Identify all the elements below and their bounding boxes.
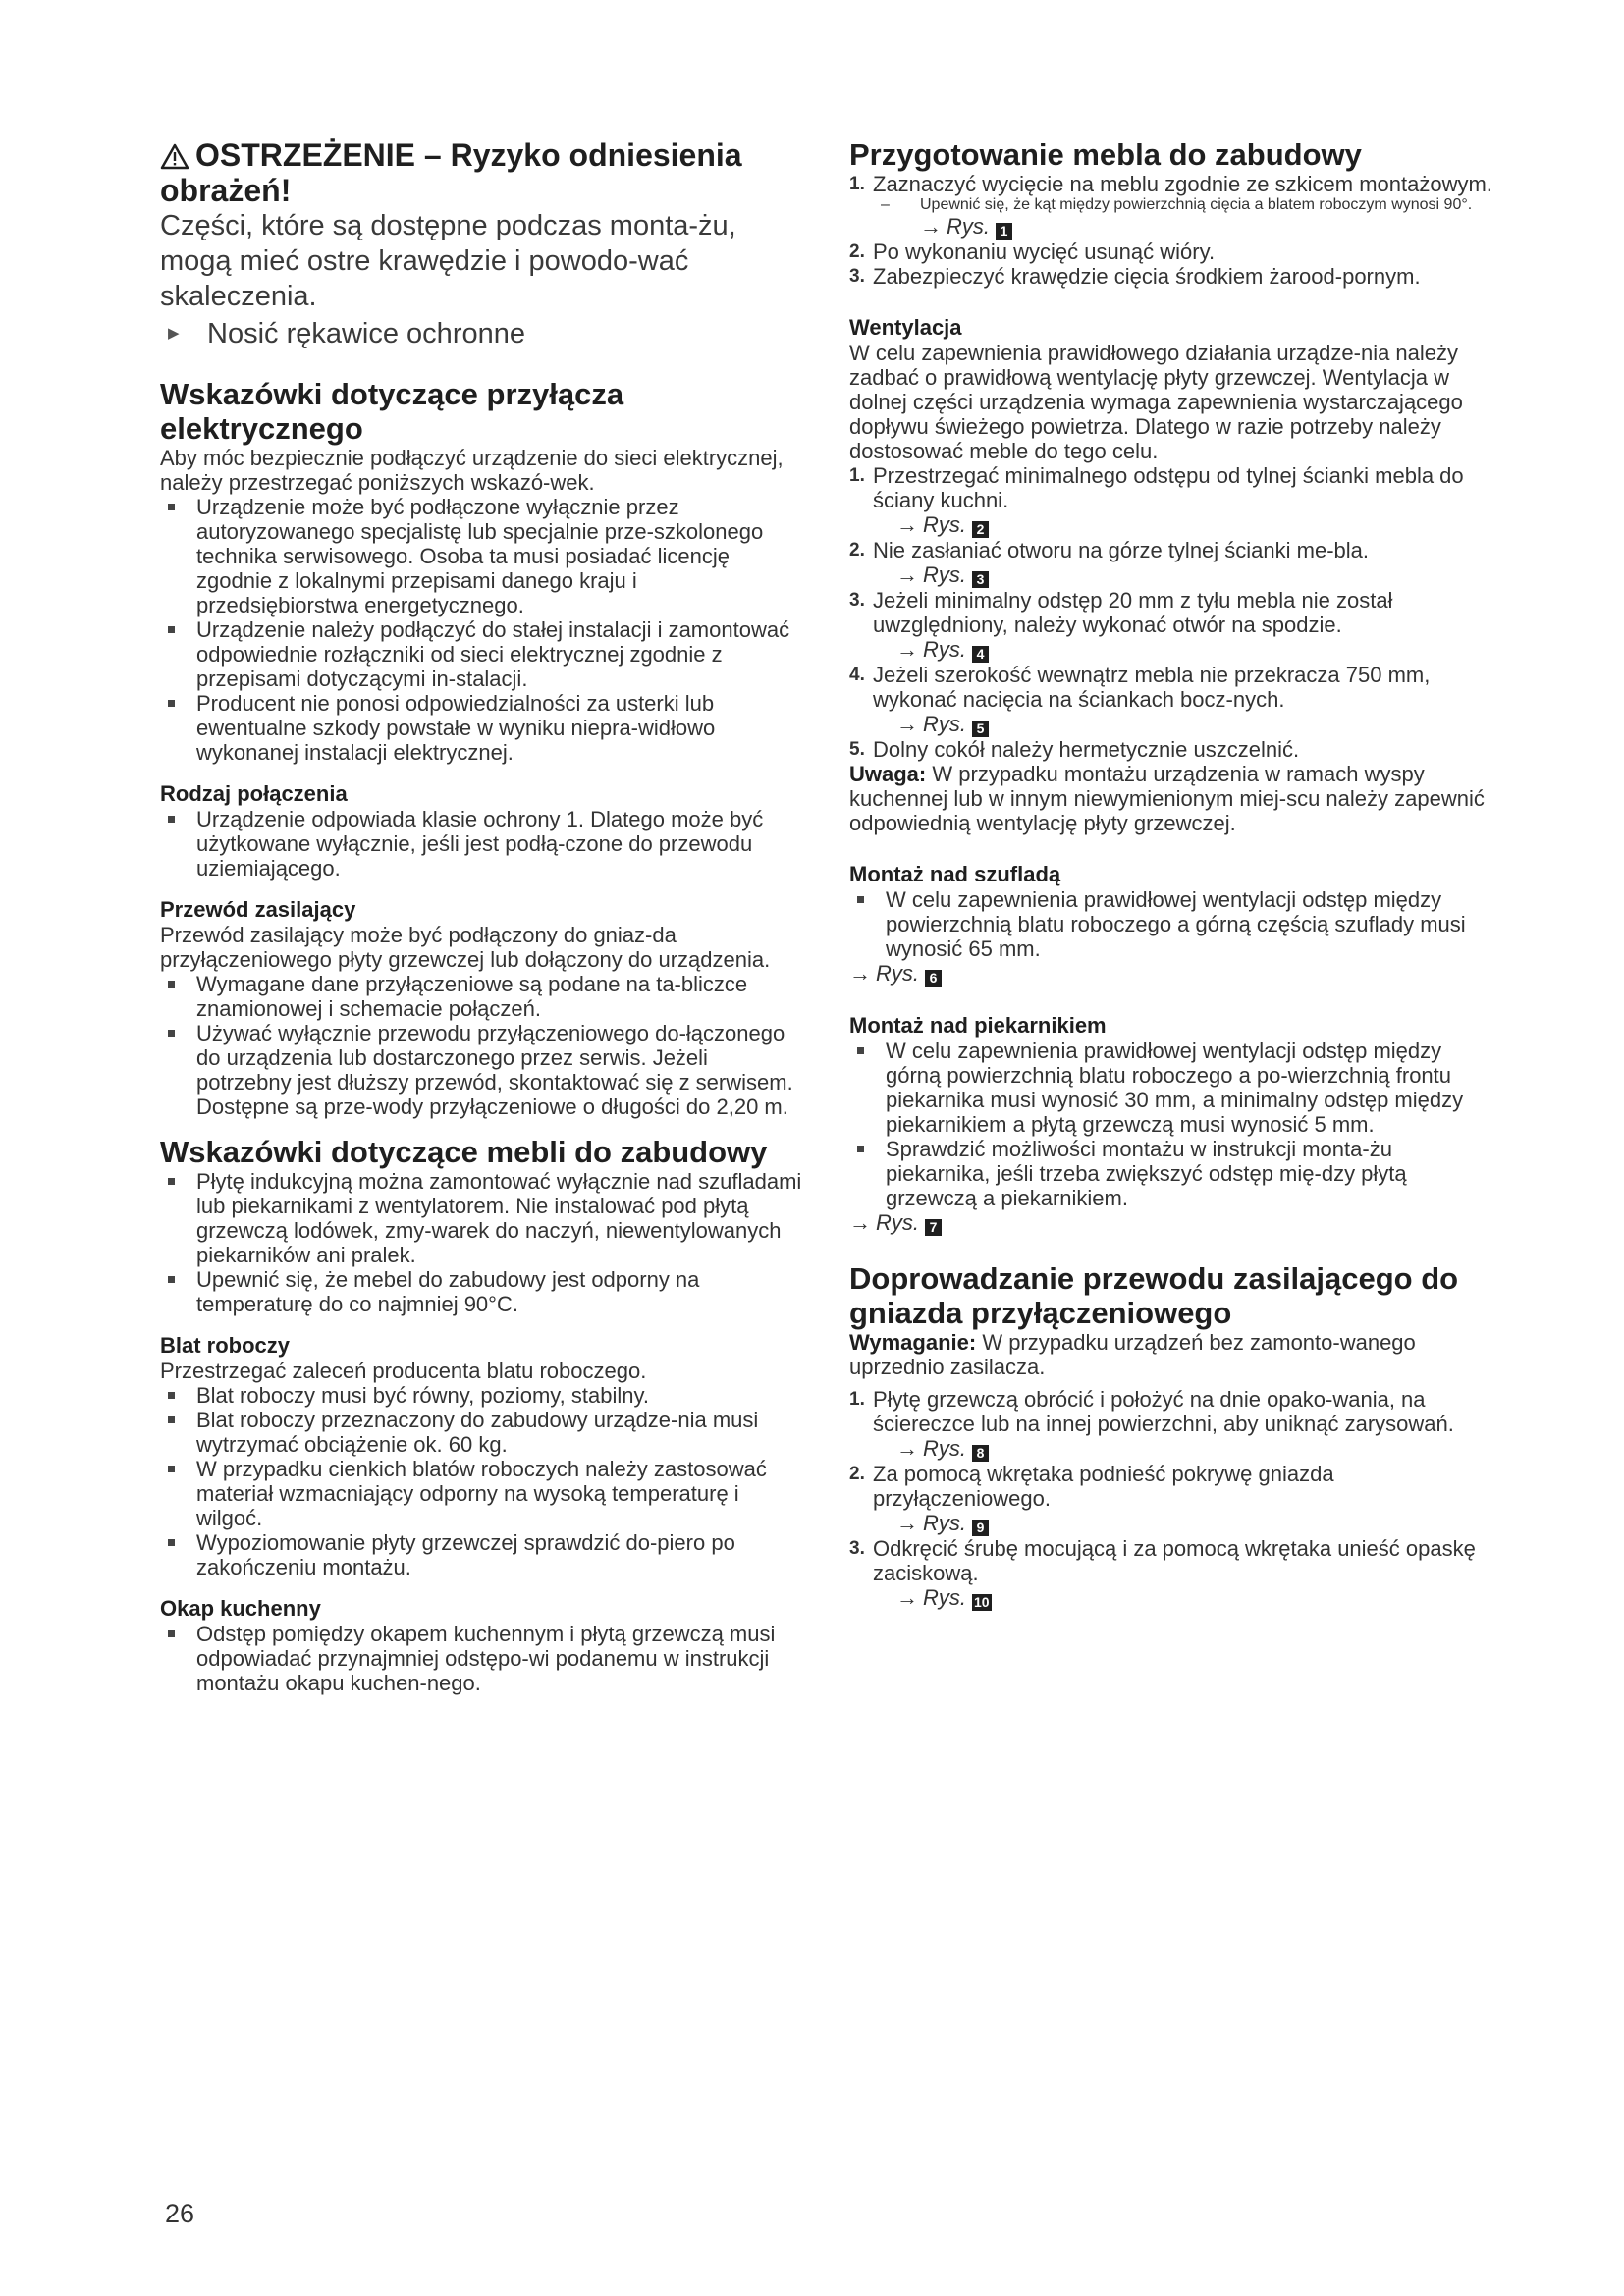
list-item: Urządzenie należy podłączyć do stałej instalacji i zamontować odpowiednie rozłączniki od sieci elektrycznej zgodnie z przepisami dotyczącymi in-stalacji.: [160, 617, 803, 691]
electrical-heading: Wskazówki dotyczące przyłącza elektrycznego: [160, 377, 624, 446]
power-cord-list: [160, 972, 803, 1119]
list-item: Wymagane dane przyłączeniowe są podane na ta-bliczce znamionowej i schemacie połączeń.: [160, 972, 803, 1021]
sub-item-text: Upewnić się, że kąt między powierzchnią cięcia a blatem roboczym wynosi 90°.: [920, 196, 1473, 213]
arrow-right-icon: →: [896, 562, 918, 587]
figure-number: 9: [972, 1520, 989, 1536]
oven-list: [849, 1039, 1492, 1210]
requirement-text: W przypadku urządzeń bez zamonto-wanego uprzednio zasilacza.: [849, 1330, 1416, 1379]
right-column: [849, 137, 1492, 1611]
figure-reference: → Rys. 4: [849, 637, 1492, 663]
figure-number: 3: [972, 571, 989, 588]
step-item: 3. Odkręcić śrubę mocującą i za pomocą wkrętaka unieść opaskę zaciskową.: [849, 1536, 1476, 1585]
electrical-intro: Aby móc bezpiecznie podłączyć urządzenie do sieci elektrycznej, należy przestrzegać poniższych wskazó-wek.: [160, 446, 784, 495]
ventilation-intro: W celu zapewnienia prawidłowego działania urządze-nia należy zadbać o prawidłową wentylację płyty grzewczej. Wentylacja w dolnej części urządzenia wymaga zapewnienia wystarczającego dopływu świeżego powietrza. Dlatego w razie potrzeby należy dostosować meble do tego celu.: [849, 341, 1463, 463]
cable-requirement: [849, 1330, 1492, 1379]
cable-heading: Doprowadzanie przewodu zasilającego do gniazda przyłączeniowego: [849, 1261, 1459, 1330]
figure-number: 10: [974, 1594, 990, 1610]
furniture-heading: Wskazówki dotyczące mebli do zabudowy: [160, 1135, 768, 1169]
preparation-steps: [849, 172, 1492, 196]
list-item: Producent nie ponosi odpowiedzialności za usterki lub ewentualne szkody powstałe w wyniku niepra-widłowo wykonanej instalacji elektrycznej.: [160, 691, 803, 765]
hood-list: [160, 1622, 803, 1695]
figure-number: 5: [972, 721, 989, 737]
arrow-right-icon: →: [896, 1585, 918, 1610]
figure-reference: → Rys. 1: [849, 214, 1492, 240]
figure-number: 4: [972, 646, 989, 663]
ventilation-steps: [849, 463, 1492, 512]
power-cord-heading: Przewód zasilający: [160, 897, 356, 922]
figure-reference: → Rys. 9: [849, 1511, 1492, 1536]
power-cord-intro: Przewód zasilający może być podłączony do gniaz-da przyłączeniowego płyty grzewczej lub dołączony do urządzenia.: [160, 923, 771, 972]
list-item: Używać wyłącznie przewodu przyłączeniowego do-łączonego do urządzenia lub dostarczonego przez serwis. Jeżeli potrzebny jest dłuższy przewód, skontaktować się z serwisem. Dostępne są prze-wody przyłączeniowe o długości do 2,20 m.: [160, 1021, 803, 1119]
figure-number: 8: [972, 1445, 989, 1462]
warning-body: Części, które są dostępne podczas monta-żu, mogą mieć ostre krawędzie i powodo-wać skaleczenia.: [160, 210, 736, 312]
list-item: Sprawdzić możliwości montażu w instrukcji monta-żu piekarnika, jeśli trzeba zwiększyć odstęp mię-dzy płytą grzewczą a piekarnikiem.: [849, 1137, 1492, 1210]
step-item: 1. Zaznaczyć wycięcie na meblu zgodnie ze szkicem montażowym.: [849, 172, 1492, 196]
step-text: Przestrzegać minimalnego odstępu od tylnej ścianki mebla do ściany kuchni.: [873, 463, 1464, 512]
list-item: Urządzenie odpowiada klasie ochrony 1. Dlatego może być użytkowane wyłącznie, jeśli jest podłą-czone do przewodu uziemiającego.: [160, 807, 803, 881]
arrow-right-icon: →: [849, 1210, 871, 1235]
step-text: Za pomocą wkrętaka podnieść pokrywę gniazda przyłączeniowego.: [873, 1462, 1334, 1511]
step-item: 5. Dolny cokół należy hermetycznie uszczelnić.: [849, 737, 1300, 762]
arrow-right-icon: →: [896, 512, 918, 537]
hood-heading: Okap kuchenny: [160, 1596, 321, 1621]
furniture-list: [160, 1169, 803, 1316]
oven-heading: Montaż nad piekarnikiem: [849, 1013, 1107, 1038]
figure-number: 6: [925, 970, 942, 987]
figure-reference: → Rys. 7: [849, 1210, 1492, 1236]
step-item: 3. Jeżeli minimalny odstęp 20 mm z tyłu mebla nie został uwzględniony, należy wykonać otwór na spodzie.: [849, 588, 1393, 637]
drawer-heading: Montaż nad szufladą: [849, 862, 1061, 886]
warning-title-text: OSTRZEŻENIE – Ryzyko odniesienia obrażeń!: [160, 137, 742, 208]
page-number: 26: [165, 2199, 195, 2228]
arrow-right-icon: →: [896, 637, 918, 662]
step-text: Po wykonaniu wycięć usunąć wióry.: [873, 240, 1216, 264]
step-text: Odkręcić śrubę mocującą i za pomocą wkrętaka unieść opaskę zaciskową.: [873, 1536, 1476, 1585]
arrow-right-icon: →: [896, 1436, 918, 1461]
step-item: 3. Zabezpieczyć krawędzie cięcia środkiem żarood-pornym.: [849, 264, 1421, 289]
figure-number: 7: [925, 1219, 942, 1236]
step-item: 2. Za pomocą wkrętaka podnieść pokrywę gniazda przyłączeniowego.: [849, 1462, 1334, 1511]
step-text: Nie zasłaniać otworu na górze tylnej ścianki me-bla.: [873, 538, 1370, 562]
step-text: Dolny cokół należy hermetycznie uszczelnić.: [873, 737, 1300, 762]
requirement-label: Wymaganie:: [849, 1330, 977, 1355]
step-text: Zaznaczyć wycięcie na meblu zgodnie ze szkicem montażowym.: [873, 172, 1492, 196]
figure-reference: → Rys. 10: [896, 1585, 990, 1610]
drawer-list: [849, 887, 1492, 961]
worktop-list: [160, 1383, 803, 1579]
connection-type-list: [160, 807, 803, 881]
arrow-right-icon: →: [920, 214, 942, 239]
worktop-heading: Blat roboczy: [160, 1333, 291, 1358]
step-item: 1. Przestrzegać minimalnego odstępu od tylnej ścianki mebla do ściany kuchni.: [849, 463, 1464, 512]
step-item: 2. Nie zasłaniać otworu na górze tylnej ścianki me-bla.: [849, 538, 1370, 562]
ventilation-heading: Wentylacja: [849, 315, 962, 340]
worktop-intro: Przestrzegać zaleceń producenta blatu roboczego.: [160, 1359, 647, 1383]
note-label: Uwaga:: [849, 762, 927, 786]
figure-number: 2: [972, 521, 989, 538]
list-item: W celu zapewnienia prawidłowej wentylacji odstęp między powierzchnią blatu roboczego a górną częścią szuflady musi wynosić 65 mm.: [849, 887, 1492, 961]
connection-type-heading: Rodzaj połączenia: [160, 781, 348, 806]
step-text: Płytę grzewczą obrócić i położyć na dnie opako-wania, na ściereczce lub na innej powierzchni, aby uniknąć zarysowań.: [873, 1387, 1454, 1436]
cable-steps: [849, 1387, 1492, 1436]
preparation-heading: Przygotowanie mebla do zabudowy: [849, 137, 1362, 172]
list-item: Wypoziomowanie płyty grzewczej sprawdzić do-piero po zakończeniu montażu.: [160, 1530, 803, 1579]
ventilation-note: [849, 762, 1492, 835]
figure-reference: → Rys. 5: [849, 712, 1492, 737]
figure-reference: → Rys. 2: [849, 512, 1492, 538]
warning-title: [160, 137, 803, 208]
step-text: Jeżeli szerokość wewnątrz mebla nie przekracza 750 mm, wykonać nacięcia na ściankach bocz-nych.: [873, 663, 1431, 712]
left-column: [160, 137, 803, 1695]
arrow-right-icon: →: [896, 1511, 918, 1535]
electrical-list: [160, 495, 803, 765]
figure-reference: → Rys. 8: [849, 1436, 1492, 1462]
list-item: W przypadku cienkich blatów roboczych należy zastosować materiał wzmacniający odporny na wysoką temperaturę i wilgoć.: [160, 1457, 803, 1530]
sub-item: – Upewnić się, że kąt między powierzchnią cięcia a blatem roboczym wynosi 90°.: [881, 196, 1473, 213]
figure-number: 1: [996, 223, 1012, 240]
list-item: Urządzenie może być podłączone wyłącznie przez autoryzowanego specjalistę lub specjalnie prze-szkolonego technika serwisowego. Osoba ta musi posiadać licencję zgodnie z lokalnymi przepisami danego kraju i przedsiębiorstwa energetycznego.: [160, 495, 803, 617]
warning-triangle-icon: [160, 143, 189, 170]
list-item: Odstęp pomiędzy okapem kuchennym i płytą grzewczą musi odpowiadać przynajmniej odstępo-wi podanemu w instrukcji montażu okapu kuchen-nego.: [160, 1622, 803, 1695]
step-item: 2. Po wykonaniu wycięć usunąć wióry.: [849, 240, 1216, 264]
step-item: 4. Jeżeli szerokość wewnątrz mebla nie przekracza 750 mm, wykonać nacięcia na ściankach bocz-nych.: [849, 663, 1431, 712]
note-text: W przypadku montażu urządzenia w ramach wyspy kuchennej lub w innym niewymienionym miej-scu należy zapewnić odpowiednią wentylację płyty grzewczej.: [849, 762, 1485, 835]
warning-action-text: Nosić rękawice ochronne: [207, 318, 525, 349]
arrow-right-icon: →: [896, 712, 918, 736]
list-item: W celu zapewnienia prawidłowej wentylacji odstęp między górną powierzchnią blatu roboczego a po-wierzchnią frontu piekarnika musi wynosić 30 mm, a minimalny odstęp między piekarnikiem a płytą grzewczą musi wynosić 5 mm.: [849, 1039, 1492, 1137]
figure-reference: → Rys. 6: [849, 961, 1492, 987]
step-text: Jeżeli minimalny odstęp 20 mm z tyłu mebla nie został uwzględniony, należy wykonać otwór na spodzie.: [873, 588, 1393, 637]
list-item: Blat roboczy musi być równy, poziomy, stabilny.: [160, 1383, 803, 1408]
step-item: 1. Płytę grzewczą obrócić i położyć na dnie opako-wania, na ściereczce lub na innej powierzchni, aby uniknąć zarysowań.: [849, 1387, 1454, 1436]
list-item: Upewnić się, że mebel do zabudowy jest odporny na temperaturę do co najmniej 90°C.: [160, 1267, 803, 1316]
figure-reference: → Rys. 3: [849, 562, 1492, 588]
step-text: Zabezpieczyć krawędzie cięcia środkiem żarood-pornym.: [873, 264, 1421, 289]
triangle-right-icon: ▶: [168, 325, 180, 342]
arrow-right-icon: →: [849, 961, 871, 986]
list-item: Płytę indukcyjną można zamontować wyłącznie nad szufladami lub piekarnikami z wentylatorem. Nie instalować pod płytą grzewczą lodówek, zmy-warek do naczyń, niewentylowanych piekarników ani pralek.: [160, 1169, 803, 1267]
list-item: Blat roboczy przeznaczony do zabudowy urządze-nia musi wytrzymać obciążenie ok. 60 kg.: [160, 1408, 803, 1457]
warning-action: [160, 316, 803, 351]
